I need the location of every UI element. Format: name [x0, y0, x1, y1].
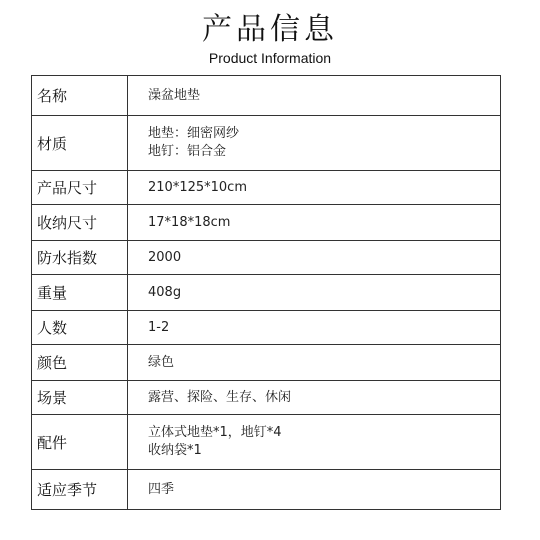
table-row	[32, 116, 501, 171]
row-value	[128, 171, 501, 205]
row-name: 人数	[32, 311, 128, 345]
value-text: 408g	[148, 284, 182, 300]
row-value	[128, 241, 501, 275]
row-value	[128, 311, 501, 345]
row-name: 适应季节	[32, 470, 128, 510]
value-text: 17*18*18cm	[148, 214, 231, 230]
row-name: 名称	[32, 76, 128, 116]
value-text: 2000	[148, 249, 182, 265]
value-text: 澡盆地垫	[148, 87, 201, 103]
row-value	[128, 381, 501, 415]
value-text: 1-2	[148, 319, 170, 335]
row-value	[128, 76, 501, 116]
row-name: 颜色	[32, 345, 128, 381]
value-text: 地垫：细密网纱	[148, 126, 240, 141]
table-row	[32, 470, 501, 510]
row-name: 防水指数	[32, 241, 128, 275]
table-row	[32, 345, 501, 381]
value-text: 地钉：铝合金	[148, 144, 227, 159]
row-name: 配件	[32, 415, 128, 470]
page-title: 产品信息	[202, 12, 338, 47]
row-name: 场景	[32, 381, 128, 415]
table-row	[32, 415, 501, 470]
row-value	[128, 275, 501, 311]
value-text: 绿色	[148, 354, 175, 370]
value-text: 收纳袋*1	[148, 443, 202, 458]
table-row	[32, 171, 501, 205]
table-row	[32, 241, 501, 275]
table-row	[32, 205, 501, 241]
value-text: 四季	[148, 481, 175, 497]
row-value	[128, 205, 501, 241]
row-value	[128, 116, 501, 171]
table-row	[32, 311, 501, 345]
row-name: 重量	[32, 275, 128, 311]
page-header	[0, 12, 540, 66]
value-text: 立体式地垫*1，地钉*4	[148, 425, 282, 440]
row-value	[128, 470, 501, 510]
table-row	[32, 76, 501, 116]
value-text: 210*125*10cm	[148, 179, 247, 195]
row-name: 产品尺寸	[32, 171, 128, 205]
row-value	[128, 345, 501, 381]
row-name: 收纳尺寸	[32, 205, 128, 241]
row-value	[128, 415, 501, 470]
value-text: 露营、探险、生存、休闲	[148, 389, 292, 405]
table-row	[32, 275, 501, 311]
row-name: 材质	[32, 116, 128, 171]
table-row	[32, 381, 501, 415]
page-subtitle: Product Information	[208, 50, 332, 66]
spec-table	[31, 75, 501, 510]
